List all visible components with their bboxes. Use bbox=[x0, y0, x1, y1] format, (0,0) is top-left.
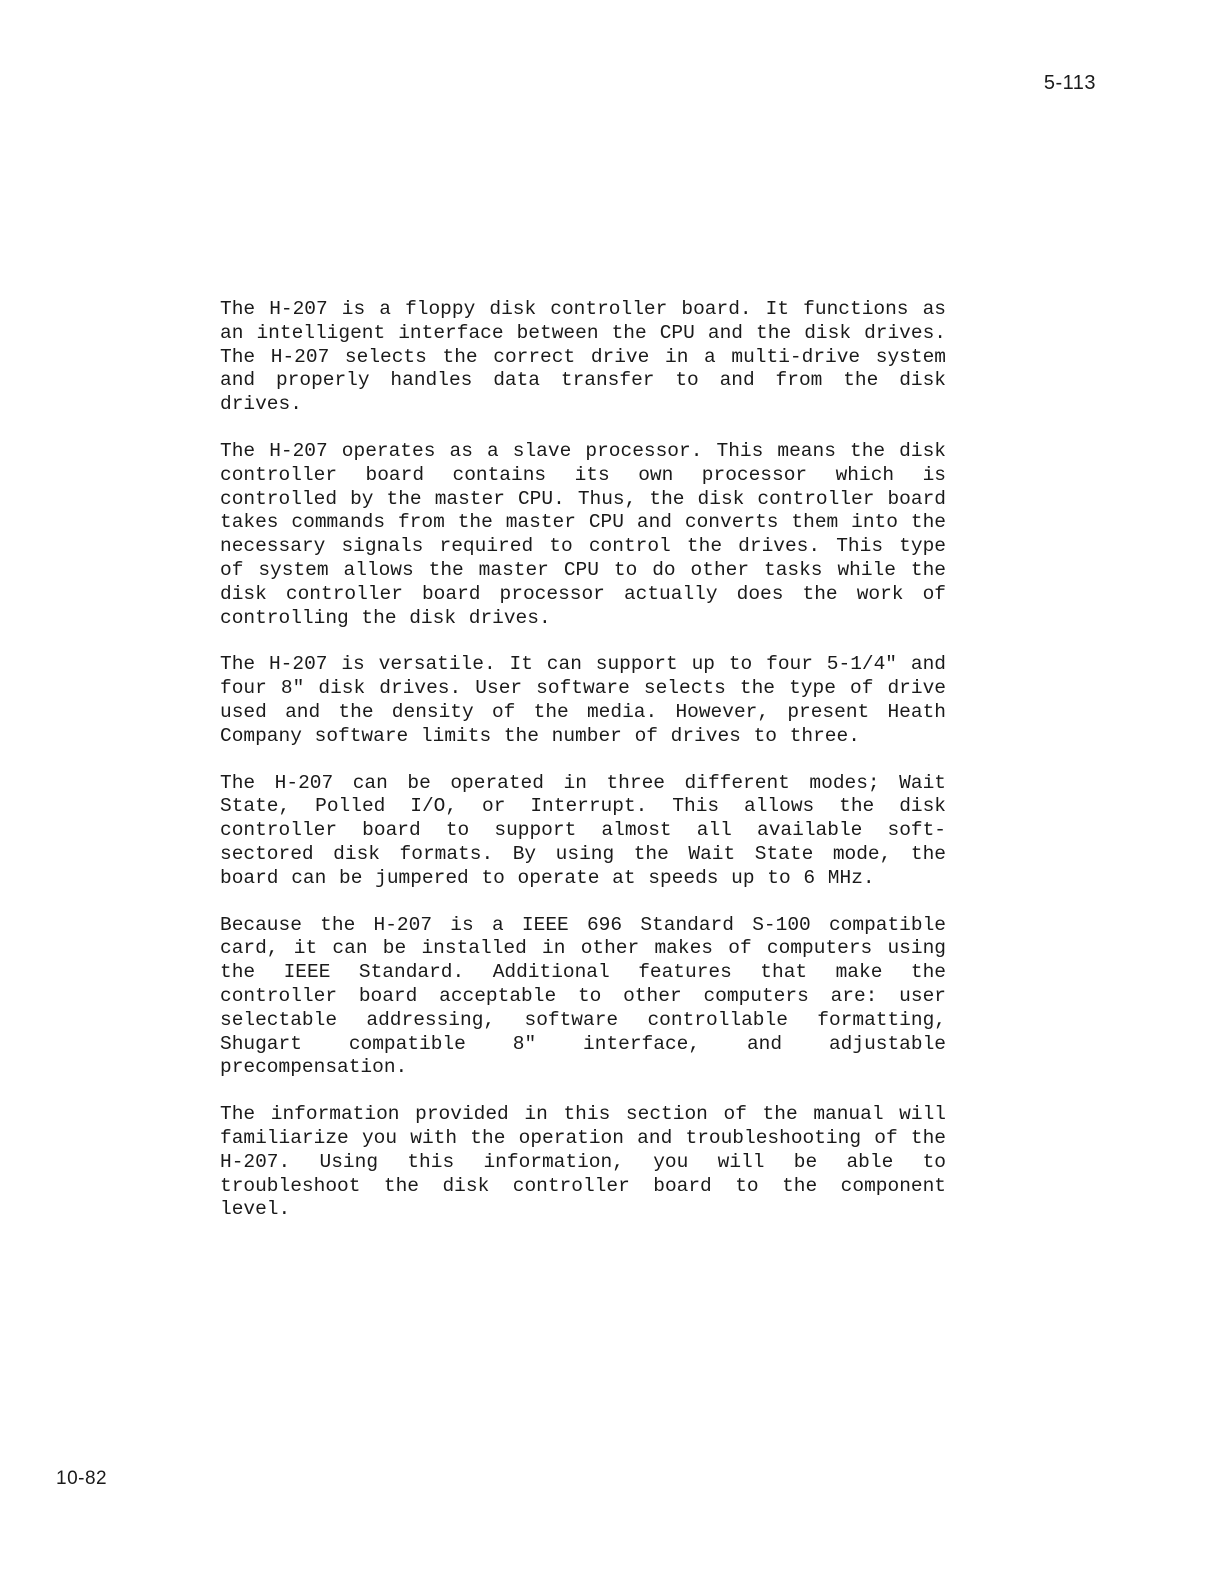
paragraph-versatility: The H-207 is versatile. It can support up to four 5-1/4" and four 8" disk drives. User software selects the type of drive used and the density of the media. However, present Heath Company software limits the number of drives to three. bbox=[220, 653, 946, 747]
paragraph-compatibility: Because the H-207 is a IEEE 696 Standard S-100 compatible card, it can be installed in other makes of computers using the IEEE Standard. Additional features that make the controller board acceptable to other computers are: user selectable addressing, software controllable formatting, Shugart compatible 8" interface, and adjustable precompensation. bbox=[220, 913, 946, 1079]
page-date: 10-82 bbox=[56, 1468, 108, 1489]
paragraph-slave-processor: The H-207 operates as a slave processor. This means the disk controller board contains its own processor which is controlled by the master CPU. Thus, the disk controller board takes commands from the master CPU and converts them into the necessary signals required to control the drives. This type of system allows the master CPU to do other tasks while the disk controller board processor actually does the work of controlling the disk drives. bbox=[220, 439, 946, 629]
paragraph-section-info: The information provided in this section of the manual will familiarize you with the operation and troubleshooting of the H-207. Using this information, you will be able to troubleshoot the disk controller board to the component level. bbox=[220, 1103, 946, 1221]
page-number: 5-113 bbox=[1043, 72, 1096, 94]
paragraph-overview: The H-207 is a floppy disk controller board. It functions as an intelligent interface between the CPU and the disk drives. The H-207 selects the correct drive in a multi-drive system and properly handles data transfer to and from the disk drives. bbox=[220, 298, 946, 416]
body-text bbox=[220, 298, 946, 1245]
paragraph-operating-modes: The H-207 can be operated in three different modes; Wait State, Polled I/O, or Interrupt. This allows the disk controller board to support almost all available soft-sectored disk formats. By using the Wait State mode, the board can be jumpered to operate at speeds up to 6 MHz. bbox=[220, 771, 946, 889]
